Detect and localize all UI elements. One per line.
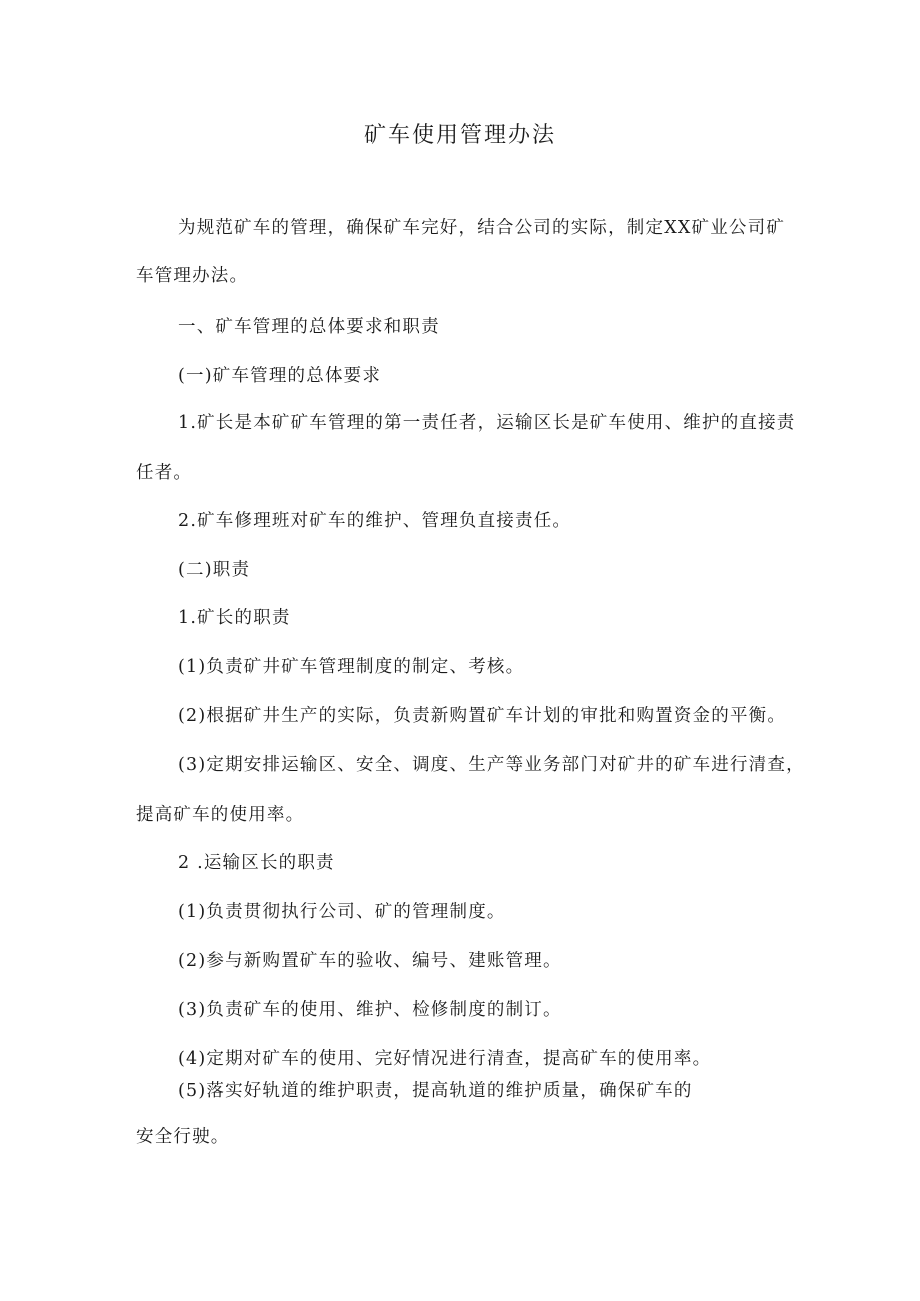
paragraph-line: 为规范矿车的管理，确保矿车完好，结合公司的实际，制定XX矿业公司矿 xyxy=(178,218,786,238)
list-item: (3)负责矿车的使用、维护、检修制度的制订。 xyxy=(178,1000,562,1020)
list-item: (3)定期安排运输区、安全、调度、生产等业务部门对矿井的矿车进行清查， xyxy=(178,755,805,775)
list-item: (5)落实好轨道的维护职责，提高轨道的维护质量，确保矿车的 xyxy=(178,1081,693,1101)
item-heading: 2 .运输区长的职责 xyxy=(178,853,335,873)
paragraph-line: 2.矿车修理班对矿车的维护、管理负直接责任。 xyxy=(178,511,572,531)
list-item: (2)根据矿井生产的实际，负责新购置矿车计划的审批和购置资金的平衡。 xyxy=(178,706,787,726)
paragraph-line: 任者。 xyxy=(136,463,193,483)
list-item: (1)负责矿井矿车管理制度的制定、考核。 xyxy=(178,657,525,677)
paragraph-line: 1.矿长是本矿矿车管理的第一责任者，运输区长是矿车使用、维护的直接责 xyxy=(178,413,796,433)
item-heading: 1.矿长的职责 xyxy=(178,608,291,628)
paragraph-line: 安全行驶。 xyxy=(136,1127,230,1147)
paragraph-line: 提高矿车的使用率。 xyxy=(136,805,305,825)
paragraph-line: 车管理办法。 xyxy=(136,266,249,286)
list-item: (1)负责贯彻执行公司、矿的管理制度。 xyxy=(178,902,506,922)
subsection-heading: (一)矿车管理的总体要求 xyxy=(178,366,382,386)
section-heading: 一、矿车管理的总体要求和职责 xyxy=(178,317,440,337)
list-item: (2)参与新购置矿车的验收、编号、建账管理。 xyxy=(178,951,562,971)
list-item: (4)定期对矿车的使用、完好情况进行清查，提高矿车的使用率。 xyxy=(178,1049,712,1069)
subsection-heading: (二)职责 xyxy=(178,560,251,580)
document-title: 矿车使用管理办法 xyxy=(363,123,556,148)
